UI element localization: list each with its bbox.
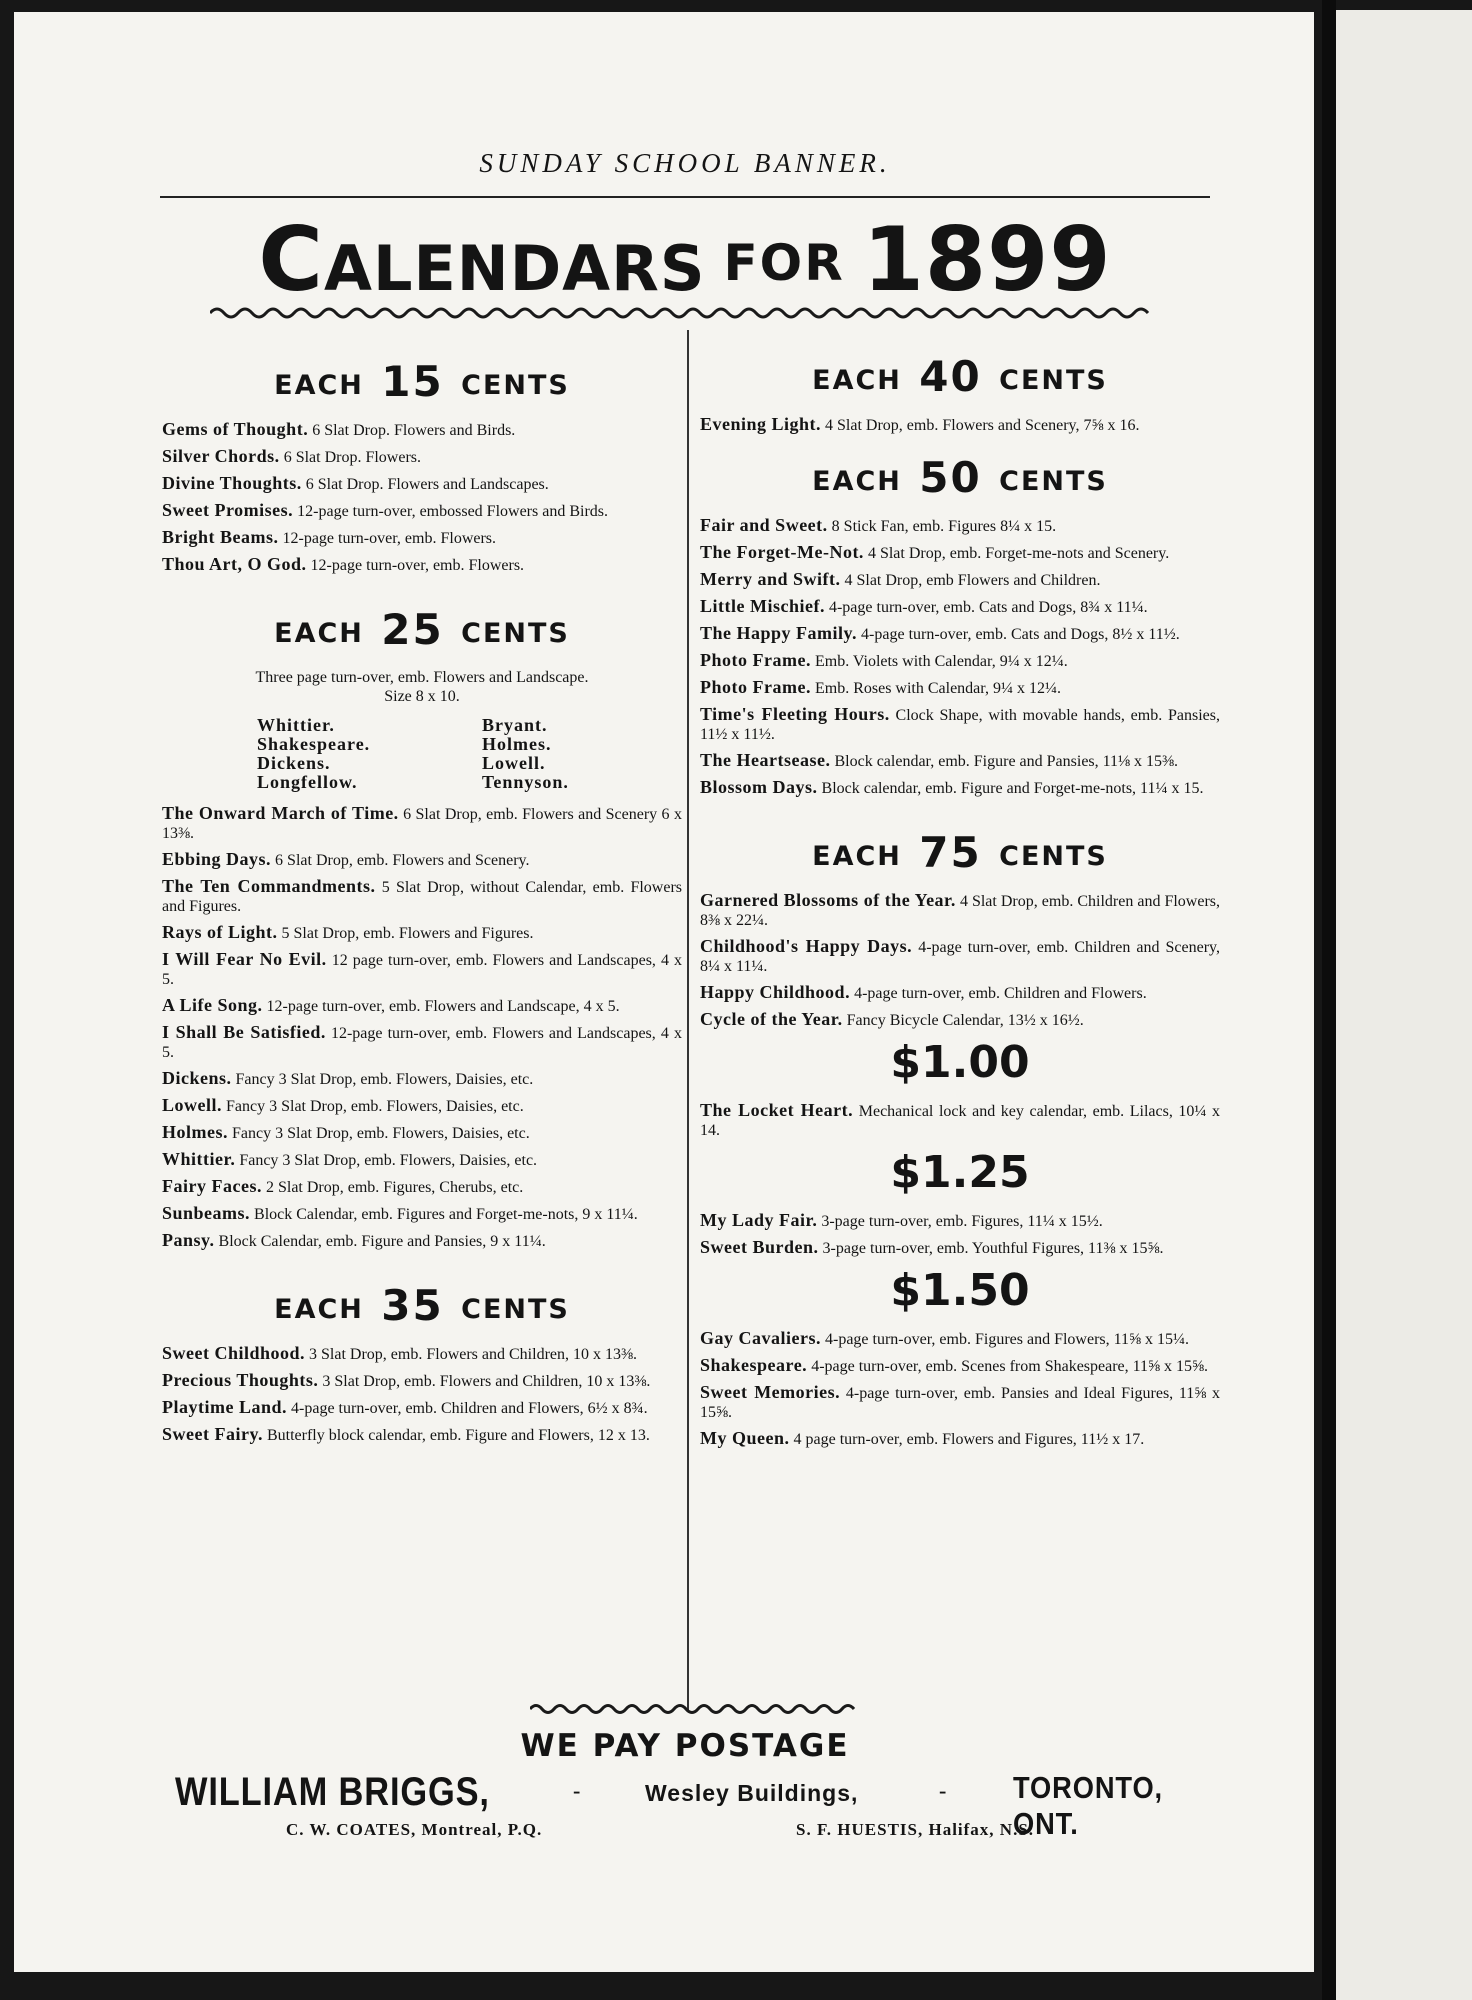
heading-unit: CENTS xyxy=(461,618,570,649)
publisher-name: WILLIAM BRIGGS, xyxy=(175,1770,490,1814)
section-heading-40-cents xyxy=(700,352,1220,403)
heading-unit: CENTS xyxy=(999,466,1108,497)
section-intro: Three page turn-over, emb. Flowers and Landscape. Size 8 x 10. xyxy=(255,669,589,705)
list-item: Shakespeare. 4-page turn-over, emb. Scenes from Shakespeare, 11⅝ x 15⅝. xyxy=(700,1355,1209,1375)
page-gutter-shadow xyxy=(1322,0,1336,2000)
heading-price: 50 xyxy=(919,453,982,502)
heading-each: EACH xyxy=(274,1294,364,1325)
list-item: Thou Art, O God. 12-page turn-over, emb. Flowers. xyxy=(162,554,525,574)
list-item: Photo Frame. Emb. Roses with Calendar, 9¼ x 12¼. xyxy=(700,677,1061,697)
list-50-cents xyxy=(700,516,1220,798)
poet-name: Tennyson. xyxy=(482,772,569,792)
list-item: Garnered Blossoms of the Year. 4 Slat Drop, emb. Children and Flowers, 8⅜ x 22¼. xyxy=(700,890,1221,929)
section-heading-150: $1.50 xyxy=(890,1265,1030,1316)
list-125 xyxy=(700,1211,1220,1258)
publisher-city: TORONTO, ONT. xyxy=(1013,1770,1164,1841)
page-title xyxy=(160,210,1210,313)
list-item: Fairy Faces. 2 Slat Drop, emb. Figures, Cherubs, etc. xyxy=(162,1176,524,1196)
heading-unit: CENTS xyxy=(461,1294,570,1325)
heading-each: EACH xyxy=(274,618,364,649)
list-item: Merry and Swift. 4 Slat Drop, emb Flowers and Children. xyxy=(700,569,1101,589)
section-heading-75-cents xyxy=(700,828,1220,879)
column-divider xyxy=(687,330,689,1710)
header-rule xyxy=(160,196,1210,198)
poet-name: Holmes. xyxy=(482,734,552,754)
list-item: The Forget-Me-Not. 4 Slat Drop, emb. Forget-me-nots and Scenery. xyxy=(700,542,1170,562)
list-item: Playtime Land. 4-page turn-over, emb. Children and Flowers, 6½ x 8¾. xyxy=(162,1397,648,1417)
list-item: Evening Light. 4 Slat Drop, emb. Flowers and Scenery, 7⅝ x 16. xyxy=(700,414,1140,434)
heading-price: 25 xyxy=(381,605,444,654)
separator-dash: - xyxy=(573,1778,581,1803)
list-item: Time's Fleeting Hours. Clock Shape, with movable hands, emb. Pansies, 11½ x 11½. xyxy=(700,704,1220,743)
heading-each: EACH xyxy=(274,370,364,401)
heading-each: EACH xyxy=(812,466,902,497)
section-heading-25-cents xyxy=(162,605,682,656)
heading-price: 35 xyxy=(381,1281,444,1330)
list-item: The Locket Heart. Mechanical lock and key calendar, emb. Lilacs, 10¼ x 14. xyxy=(700,1100,1221,1139)
section-heading-50-cents xyxy=(700,453,1220,504)
list-item: Gems of Thought. 6 Slat Drop. Flowers and Birds. xyxy=(162,419,516,439)
poet-name: Shakespeare. xyxy=(257,734,371,754)
list-item: Precious Thoughts. 3 Slat Drop, emb. Flowers and Children, 10 x 13⅜. xyxy=(162,1370,651,1390)
agent-montreal: C. W. COATES, Montreal, P.Q. xyxy=(286,1820,543,1839)
list-item: A Life Song. 12-page turn-over, emb. Flowers and Landscape, 4 x 5. xyxy=(162,995,620,1015)
list-item: My Lady Fair. 3-page turn-over, emb. Figures, 11¼ x 15½. xyxy=(700,1210,1103,1230)
list-item: Divine Thoughts. 6 Slat Drop. Flowers and Landscapes. xyxy=(162,473,549,493)
list-item: Sweet Burden. 3-page turn-over, emb. Youthful Figures, 11⅜ x 15⅝. xyxy=(700,1237,1164,1257)
list-item: Sweet Memories. 4-page turn-over, emb. Pansies and Ideal Figures, 11⅝ x 15⅝. xyxy=(700,1382,1221,1421)
list-item: Bright Beams. 12-page turn-over, emb. Flowers. xyxy=(162,527,497,547)
list-item: Dickens. Fancy 3 Slat Drop, emb. Flowers, Daisies, etc. xyxy=(162,1068,534,1088)
heading-price: 75 xyxy=(919,828,982,877)
list-item: Lowell. Fancy 3 Slat Drop, emb. Flowers, Daisies, etc. xyxy=(162,1095,524,1115)
list-item: The Happy Family. 4-page turn-over, emb. Cats and Dogs, 8½ x 11½. xyxy=(700,623,1180,643)
list-100 xyxy=(700,1101,1220,1140)
poet-name: Lowell. xyxy=(482,753,546,773)
list-item: Cycle of the Year. Fancy Bicycle Calendar, 13½ x 16½. xyxy=(700,1009,1084,1029)
running-head: SUNDAY SCHOOL BANNER. xyxy=(479,148,891,178)
list-75-cents xyxy=(700,891,1220,1030)
list-item: The Ten Commandments. 5 Slat Drop, without Calendar, emb. Flowers and Figures. xyxy=(162,876,682,915)
list-item: Photo Frame. Emb. Violets with Calendar, 9¼ x 12¼. xyxy=(700,650,1068,670)
list-25-cents xyxy=(162,804,682,1251)
list-item: Blossom Days. Block calendar, emb. Figure and Forget-me-nots, 11¼ x 15. xyxy=(700,777,1204,797)
section-heading-100: $1.00 xyxy=(890,1037,1030,1088)
footer-wave-ornament xyxy=(530,1700,860,1718)
list-15-cents xyxy=(162,420,682,575)
list-40-cents xyxy=(700,415,1220,435)
list-item: Childhood's Happy Days. 4-page turn-over, emb. Children and Scenery, 8¼ x 11¼. xyxy=(700,936,1220,975)
poet-name: Whittier. xyxy=(257,715,335,735)
list-item: Happy Childhood. 4-page turn-over, emb. Children and Flowers. xyxy=(700,982,1147,1002)
heading-price: 40 xyxy=(919,352,982,401)
title-wave-ornament xyxy=(210,302,1160,324)
list-item: Little Mischief. 4-page turn-over, emb. Cats and Dogs, 8¾ x 11¼. xyxy=(700,596,1148,616)
heading-price: 15 xyxy=(381,357,444,406)
list-item: The Onward March of Time. 6 Slat Drop, emb. Flowers and Scenery 6 x 13⅜. xyxy=(162,803,682,842)
list-item: Sweet Promises. 12-page turn-over, embossed Flowers and Birds. xyxy=(162,500,608,520)
publisher-address: Wesley Buildings, xyxy=(645,1780,859,1806)
left-column xyxy=(162,357,683,1452)
list-item: I Will Fear No Evil. 12 page turn-over, emb. Flowers and Landscapes, 4 x 5. xyxy=(162,949,683,988)
list-item: The Heartsease. Block calendar, emb. Figure and Pansies, 11⅛ x 15⅜. xyxy=(700,750,1179,770)
heading-each: EACH xyxy=(812,365,902,396)
section-heading-35-cents xyxy=(162,1281,682,1332)
list-item: Holmes. Fancy 3 Slat Drop, emb. Flowers, Daisies, etc. xyxy=(162,1122,530,1142)
list-item: Gay Cavaliers. 4-page turn-over, emb. Figures and Flowers, 11⅝ x 15¼. xyxy=(700,1328,1190,1348)
poet-name: Dickens. xyxy=(257,753,331,773)
list-item: My Queen. 4 page turn-over, emb. Flowers and Figures, 11½ x 17. xyxy=(700,1428,1145,1448)
heading-unit: CENTS xyxy=(999,841,1108,872)
list-item: Sunbeams. Block Calendar, emb. Figures and Forget-me-nots, 9 x 11¼. xyxy=(162,1203,638,1223)
postage-notice: WE PAY POSTAGE xyxy=(520,1728,850,1764)
right-column xyxy=(700,352,1221,1456)
list-item: Sweet Fairy. Butterfly block calendar, emb. Figure and Flowers, 12 x 13. xyxy=(162,1424,650,1444)
section-heading-15-cents xyxy=(162,357,682,408)
agent-halifax: S. F. HUESTIS, Halifax, N.S. xyxy=(796,1820,1035,1839)
heading-unit: CENTS xyxy=(999,365,1108,396)
list-item: Fair and Sweet. 8 Stick Fan, emb. Figures 8¼ x 15. xyxy=(700,515,1057,535)
separator-dash: - xyxy=(939,1778,947,1803)
list-item: Whittier. Fancy 3 Slat Drop, emb. Flowers, Daisies, etc. xyxy=(162,1149,538,1169)
heading-unit: CENTS xyxy=(461,370,570,401)
section-heading-125: $1.25 xyxy=(890,1147,1030,1198)
title-word-calendars: Calendars xyxy=(258,208,706,311)
poet-name: Bryant. xyxy=(482,715,548,735)
title-year: 1899 xyxy=(862,208,1112,311)
adjacent-page-edge xyxy=(1336,10,1472,2000)
list-item: Ebbing Days. 6 Slat Drop, emb. Flowers and Scenery. xyxy=(162,849,530,869)
list-item: Rays of Light. 5 Slat Drop, emb. Flowers and Figures. xyxy=(162,922,534,942)
heading-each: EACH xyxy=(812,841,902,872)
list-item: Pansy. Block Calendar, emb. Figure and Pansies, 9 x 11¼. xyxy=(162,1230,546,1250)
poet-name: Longfellow. xyxy=(257,772,358,792)
list-35-cents xyxy=(162,1344,682,1445)
list-item: Silver Chords. 6 Slat Drop. Flowers. xyxy=(162,446,422,466)
title-word-for: FOR xyxy=(723,234,845,292)
list-item: I Shall Be Satisfied. 12-page turn-over, emb. Flowers and Landscapes, 4 x 5. xyxy=(162,1022,682,1061)
poet-list xyxy=(257,716,682,792)
list-item: Sweet Childhood. 3 Slat Drop, emb. Flowers and Children, 10 x 13⅜. xyxy=(162,1343,637,1363)
list-150 xyxy=(700,1329,1220,1449)
